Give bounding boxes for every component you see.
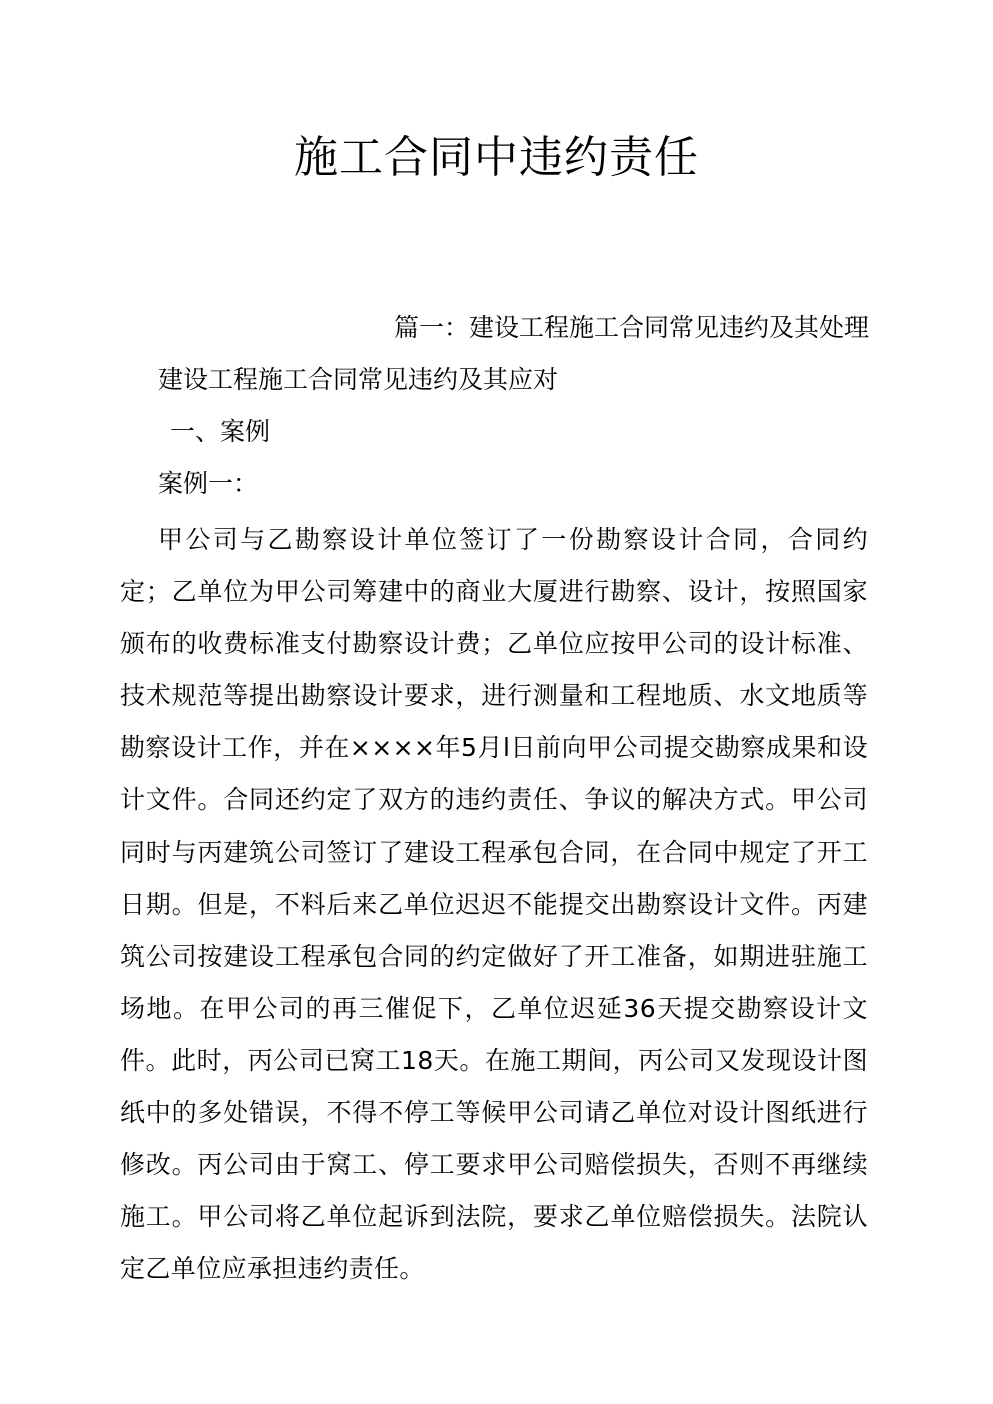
subtitle: 建设工程施工合同常见违约及其应对 — [158, 365, 559, 394]
case-label: 案例一： — [158, 469, 259, 498]
case-heading: 一、案例 — [170, 417, 271, 446]
document-title: 施工合同中违约责任 — [294, 132, 699, 183]
body-paragraph: 甲公司与乙勘察设计单位签订了一份勘察设计合同，合同约定；乙单位为甲公司筹建中的商业大厦进行勘察、设计，按照国家颁布的收费标准支付勘察设计费；乙单位应按甲公司的设计标准、技术规范等提出勘察设计要求，进行测量和工程地质、水文地质等勘察设计工作，并在××××年5月l日前向甲公司提交勘察成果和设计文件。合同还约定了双方的违约责任、争议的解决方式。甲公司同时与丙建筑公司签订了建设工程承包合同，在合同中规定了开工日期。但是，不料后来乙单位迟迟不能提交出勘察设计文件。丙建筑公司按建设工程承包合同的约定做好了开工准备，如期进驻施工场地。在甲公司的再三催促下，乙单位迟延36天提交勘察设计文件。此时，丙公司已窝工18天。在施工期间，丙公司又发现设计图纸中的多处错误，不得不停工等候甲公司请乙单位对设计图纸进行修改。丙公司由于窝工、停工要求甲公司赔偿损失，否则不再继续施工。甲公司将乙单位起诉到法院，要求乙单位赔偿损失。法院认定乙单位应承担违约责任。 — [120, 525, 868, 1284]
section-heading: 篇一：建设工程施工合同常见违约及其处理 — [393, 313, 869, 342]
